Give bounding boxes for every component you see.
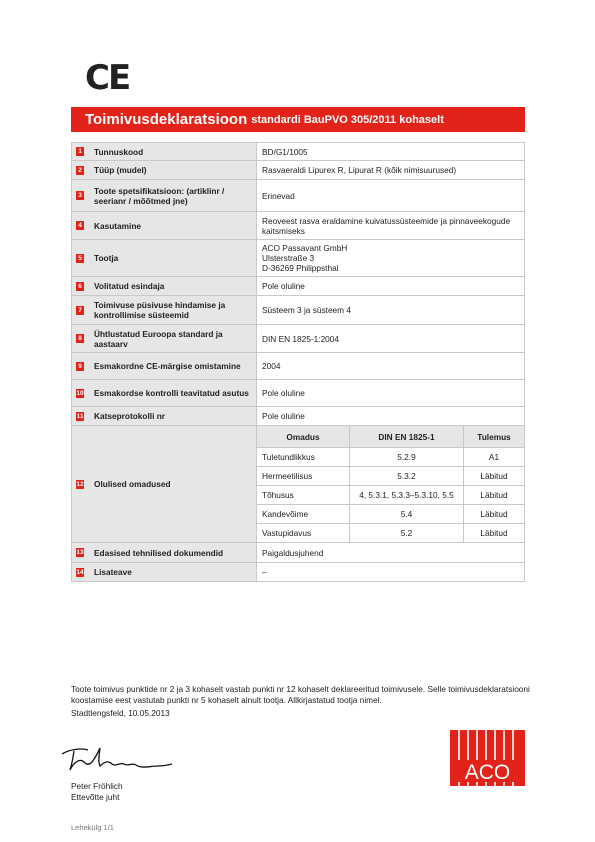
signature-image [58, 740, 178, 778]
row-label: Toote spetsifikatsioon: (artiklinr / seerianr / mõõtmed jne) [94, 185, 225, 206]
properties-cell-value: Läbitud [464, 524, 525, 543]
signer-name: Peter Fröhlich [71, 781, 123, 791]
properties-cell-value: 5.4 [350, 505, 464, 524]
row-value: 2004 [257, 353, 525, 380]
signer-block [71, 781, 123, 803]
row-label: Olulised omadused [94, 479, 171, 489]
properties-cell-value: Läbitud [464, 486, 525, 505]
properties-cell [257, 426, 525, 543]
properties-header: Tulemus [464, 426, 525, 448]
row-number-badge: 6 [76, 282, 84, 291]
table-row [72, 407, 525, 426]
properties-cell-value: Hermeetilisus [257, 467, 350, 486]
properties-cell-value: 5.3.2 [350, 467, 464, 486]
declaration-note: Toote toimivus punktide nr 2 ja 3 kohaselt vastab punkti nr 12 kohaselt deklareeritud toimivusele. Selle toimivusdeklaratsiooni koostamise eest vastutab punkti nr 5 kohaselt ainult tootja. Allkirjastatud tootja nimel. [71, 684, 530, 705]
table-row [72, 240, 525, 277]
row-value: DIN EN 1825-1:2004 [257, 325, 525, 353]
properties-data-row [257, 524, 524, 543]
row-label: Ühtlustatud Euroopa standard ja aastaarv [94, 328, 223, 349]
table-row [72, 563, 525, 582]
row-label: Esmakordne CE-märgise omistamine [94, 361, 241, 371]
row-number-badge: 7 [76, 306, 84, 315]
row-number-badge: 4 [76, 221, 84, 230]
row-label: Lisateave [94, 567, 132, 577]
properties-cell-value: Tuletundlikkus [257, 448, 350, 467]
row-label-cell [72, 240, 257, 277]
row-value: Pole oluline [257, 380, 525, 407]
row-number-badge: 13 [76, 549, 84, 556]
row-label-cell [72, 543, 257, 563]
aco-logo-text: ACO [464, 761, 511, 784]
properties-header-row [257, 426, 524, 448]
properties-header: DIN EN 1825-1 [350, 426, 464, 448]
row-label: Volitatud esindaja [94, 281, 165, 291]
table-row [72, 543, 525, 563]
row-number-badge: 9 [76, 362, 84, 371]
row-label-cell [72, 277, 257, 296]
row-value: Rasvaeraldi Lipurex R, Lipurat R (kõik nimisuurused) [257, 161, 525, 180]
row-label-cell [72, 296, 257, 325]
row-number-badge: 14 [76, 568, 84, 576]
row-label: Esmakordse kontrolli teavitatud asutus [94, 388, 249, 398]
row-number-badge: 8 [76, 334, 84, 343]
row-label-cell [72, 143, 257, 161]
row-label-cell [72, 563, 257, 582]
signer-role: Ettevõtte juht [71, 792, 120, 802]
row-label-cell [72, 380, 257, 407]
table-row [72, 161, 525, 180]
row-label: Tunnuskood [94, 146, 144, 157]
row-number-badge: 10 [76, 389, 84, 397]
row-value: Reoveest rasva eraldamine kuivatussüsteemide ja pinnaveekogude kaitsmiseks [257, 212, 525, 240]
row-label-cell [72, 407, 257, 426]
properties-data-row [257, 486, 524, 505]
row-label-cell [72, 180, 257, 212]
row-value: Pole oluline [257, 277, 525, 296]
properties-row [72, 426, 525, 543]
row-value: – [257, 563, 525, 582]
row-label-cell [72, 212, 257, 240]
title-main: Toimivusdeklaratsioon [85, 111, 248, 128]
row-number-badge: 12 [76, 480, 84, 488]
place-date: Stadtlengsfeld, 10.05.2013 [71, 708, 170, 718]
row-label-cell [72, 426, 257, 543]
ce-mark: CE [85, 58, 130, 98]
row-value: BD/G1/1005 [257, 143, 525, 161]
properties-table [257, 426, 524, 542]
table-row [72, 143, 525, 161]
row-label-cell [72, 353, 257, 380]
table-row [72, 325, 525, 353]
table-row [72, 180, 525, 212]
properties-cell-value: Vastupidavus [257, 524, 350, 543]
properties-data-row [257, 505, 524, 524]
row-value: Paigaldusjuhend [257, 543, 525, 563]
page-number: Lehekülg 1/1 [71, 823, 114, 832]
properties-cell-value: Tõhusus [257, 486, 350, 505]
row-label-cell [72, 325, 257, 353]
row-label: Tüüp (mudel) [94, 165, 147, 175]
properties-data-row [257, 467, 524, 486]
row-label: Kasutamine [94, 220, 142, 231]
row-label-cell [72, 161, 257, 180]
table-row [72, 277, 525, 296]
title-sub: standardi BauPVO 305/2011 kohaselt [251, 113, 444, 126]
properties-cell-value: 5.2 [350, 524, 464, 543]
aco-logo [450, 730, 525, 786]
table-row [72, 353, 525, 380]
properties-cell-value: Kandevõime [257, 505, 350, 524]
properties-cell-value: Läbitud [464, 505, 525, 524]
row-value: Pole oluline [257, 407, 525, 426]
row-value: ACO Passavant GmbH Ulsterstraße 3 D-36269 Philippsthal [257, 240, 525, 277]
row-number-badge: 3 [76, 191, 84, 200]
properties-cell-value: Läbitud [464, 467, 525, 486]
row-label: Toimivuse püsivuse hindamise ja kontrollimise süsteemid [94, 300, 226, 320]
row-label: Edasised tehnilised dokumendid [94, 547, 224, 558]
row-label: Tootja [94, 253, 119, 263]
properties-cell-value: A1 [464, 448, 525, 467]
title-bar [71, 107, 525, 132]
properties-cell-value: 4, 5.3.1, 5.3.3–5.3.10, 5.5 [350, 486, 464, 505]
properties-header: Omadus [257, 426, 350, 448]
declaration-table [71, 142, 525, 582]
table-row [72, 296, 525, 325]
table-row [72, 380, 525, 407]
row-label: Katseprotokolli nr [94, 411, 165, 421]
properties-data-row [257, 448, 524, 467]
properties-cell-value: 5.2.9 [350, 448, 464, 467]
row-number-badge: 11 [76, 412, 84, 420]
row-number-badge: 1 [76, 147, 84, 156]
row-number-badge: 5 [76, 254, 84, 263]
row-value: Süsteem 3 ja süsteem 4 [257, 296, 525, 325]
table-row [72, 212, 525, 240]
row-value: Erinevad [257, 180, 525, 212]
row-number-badge: 2 [76, 166, 84, 175]
